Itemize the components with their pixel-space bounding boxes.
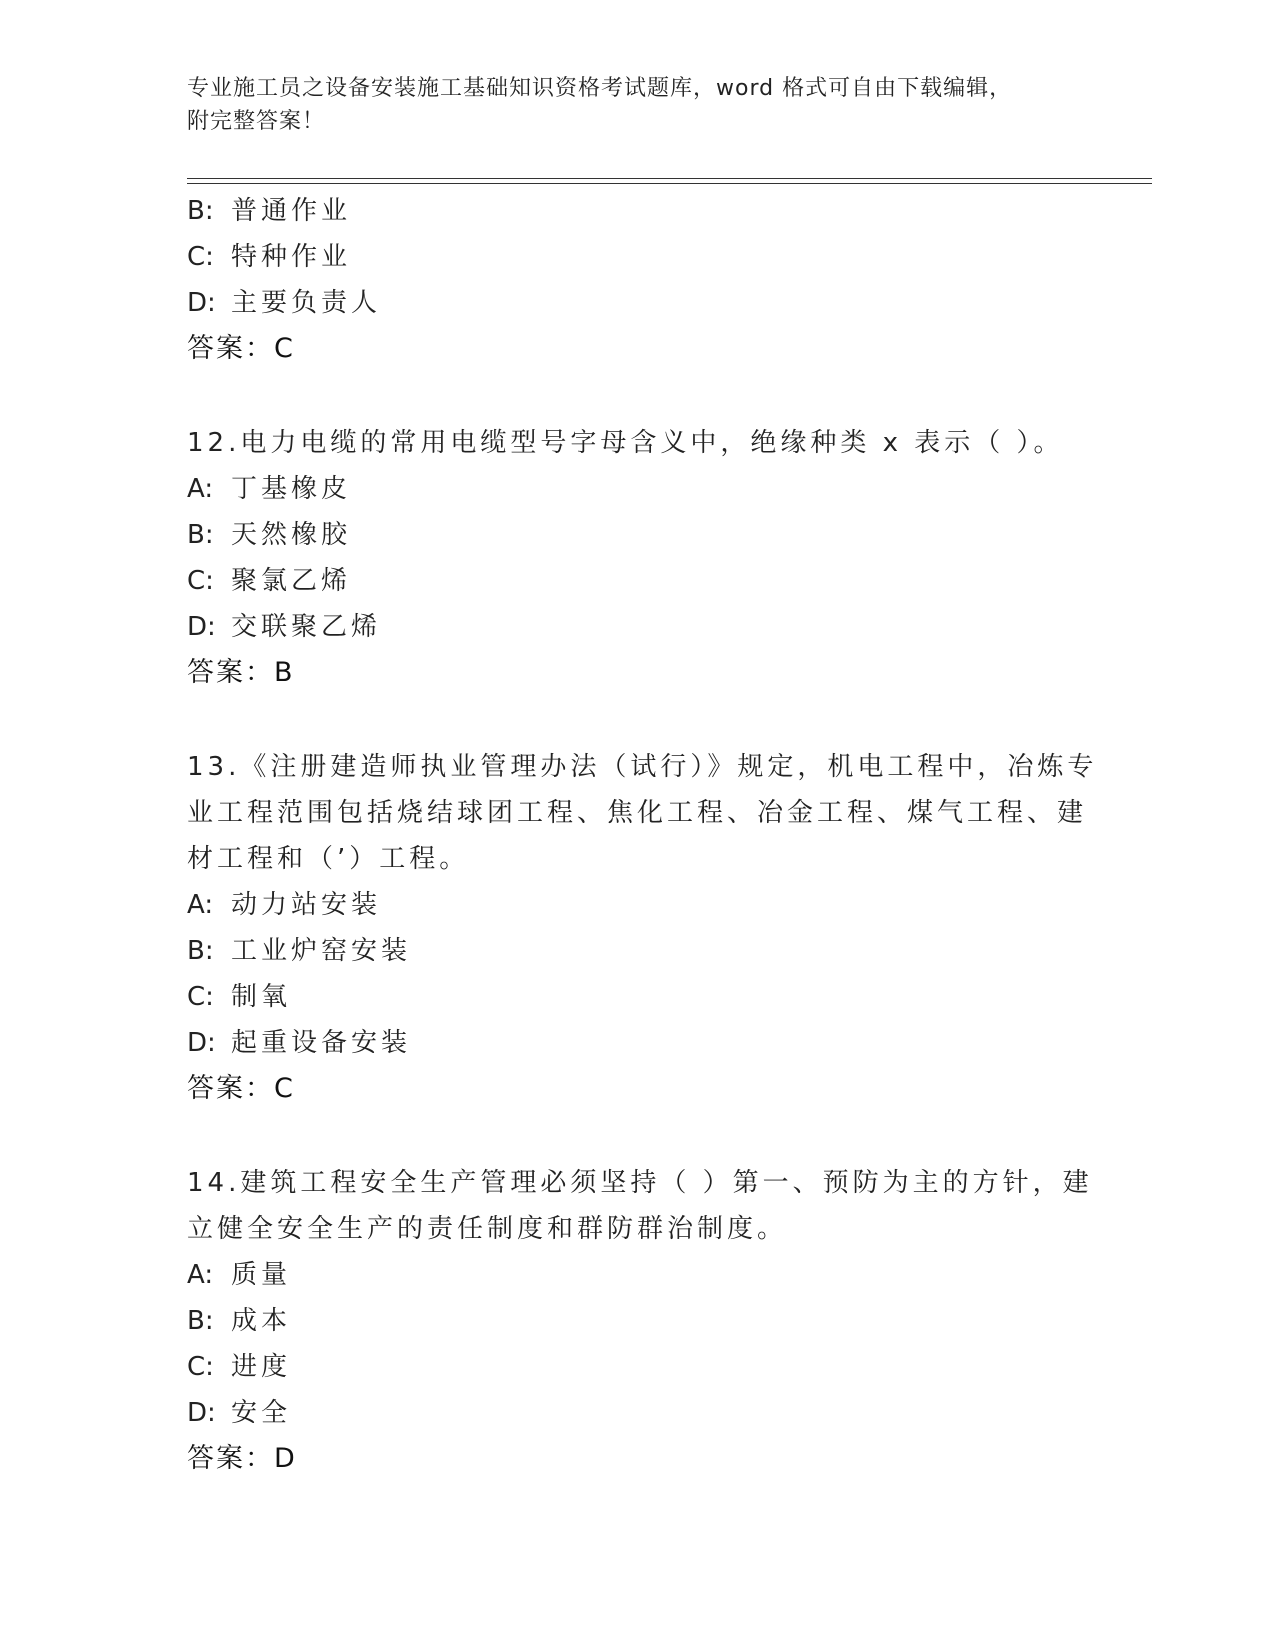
option-text: 质量 bbox=[231, 1260, 292, 1290]
option-text: 特种作业 bbox=[231, 242, 352, 272]
option-b bbox=[187, 512, 1087, 558]
option-b bbox=[187, 1298, 1087, 1344]
option-key: D: bbox=[187, 1028, 216, 1058]
question-block-11 bbox=[187, 188, 1087, 372]
question-line: 14.建筑工程安全生产管理必须坚持（ ）第一、预防为主的方针，建 bbox=[187, 1168, 1093, 1198]
option-b bbox=[187, 928, 1087, 974]
option-key: A: bbox=[187, 890, 214, 920]
header-divider-top bbox=[187, 178, 1152, 179]
option-key: D: bbox=[187, 1398, 216, 1428]
option-key: C: bbox=[187, 242, 214, 272]
question-line: 12.电力电缆的常用电缆型号字母含义中，绝缘种类 x 表示（ ）。 bbox=[187, 428, 1064, 458]
option-text: 动力站安装 bbox=[231, 890, 382, 920]
option-key: B: bbox=[187, 1306, 214, 1336]
question-line: 立健全安全生产的责任制度和群防群治制度。 bbox=[187, 1214, 788, 1244]
question-text bbox=[187, 420, 1087, 466]
option-b bbox=[187, 188, 1087, 234]
answer-line: 答案：B bbox=[187, 657, 295, 688]
question-line: 材工程和（’）工程。 bbox=[187, 844, 470, 874]
option-d bbox=[187, 604, 1087, 650]
option-c bbox=[187, 234, 1087, 280]
header-line-2: 附完整答案！ bbox=[187, 109, 326, 134]
option-key: B: bbox=[187, 196, 214, 226]
option-text: 天然橡胶 bbox=[231, 520, 352, 550]
page-header bbox=[187, 72, 1077, 138]
option-key: D: bbox=[187, 612, 216, 642]
question-text bbox=[187, 744, 1098, 882]
option-key: A: bbox=[187, 1260, 214, 1290]
option-c bbox=[187, 974, 1087, 1020]
option-text: 丁基橡皮 bbox=[231, 474, 352, 504]
option-text: 起重设备安装 bbox=[231, 1028, 412, 1058]
option-d bbox=[187, 280, 1087, 326]
question-line: 业工程范围包括烧结球团工程、焦化工程、冶金工程、煤气工程、建 bbox=[187, 798, 1088, 828]
option-c bbox=[187, 558, 1087, 604]
answer-line: 答案：C bbox=[187, 1073, 295, 1104]
option-text: 主要负责人 bbox=[231, 288, 382, 318]
option-text: 普通作业 bbox=[231, 196, 352, 226]
header-divider-bottom bbox=[187, 183, 1152, 184]
option-key: B: bbox=[187, 520, 214, 550]
option-key: B: bbox=[187, 936, 214, 966]
question-list bbox=[187, 188, 1098, 1482]
header-line-1: 专业施工员之设备安装施工基础知识资格考试题库，word 格式可自由下载编辑， bbox=[187, 76, 1013, 101]
question-block-12 bbox=[187, 420, 1087, 696]
option-text: 进度 bbox=[231, 1352, 292, 1382]
option-text: 制氧 bbox=[231, 982, 292, 1012]
option-key: D: bbox=[187, 288, 216, 318]
option-a bbox=[187, 466, 1087, 512]
option-text: 成本 bbox=[231, 1306, 292, 1336]
question-text bbox=[187, 1160, 1093, 1252]
option-d bbox=[187, 1390, 1087, 1436]
option-key: C: bbox=[187, 566, 214, 596]
question-line: 13.《注册建造师执业管理办法（试行）》规定，机电工程中，冶炼专 bbox=[187, 752, 1098, 782]
option-text: 交联聚乙烯 bbox=[231, 612, 382, 642]
answer-line: 答案：D bbox=[187, 1443, 297, 1474]
option-key: A: bbox=[187, 474, 214, 504]
answer-line: 答案：C bbox=[187, 333, 295, 364]
option-a bbox=[187, 1252, 1087, 1298]
question-block-14 bbox=[187, 1160, 1093, 1482]
option-key: C: bbox=[187, 1352, 214, 1382]
option-key: C: bbox=[187, 982, 214, 1012]
option-text: 工业炉窑安装 bbox=[231, 936, 412, 966]
option-d bbox=[187, 1020, 1087, 1066]
option-c bbox=[187, 1344, 1087, 1390]
question-block-13 bbox=[187, 744, 1098, 1112]
option-a bbox=[187, 882, 1087, 928]
option-text: 聚氯乙烯 bbox=[231, 566, 352, 596]
option-text: 安全 bbox=[231, 1398, 292, 1428]
